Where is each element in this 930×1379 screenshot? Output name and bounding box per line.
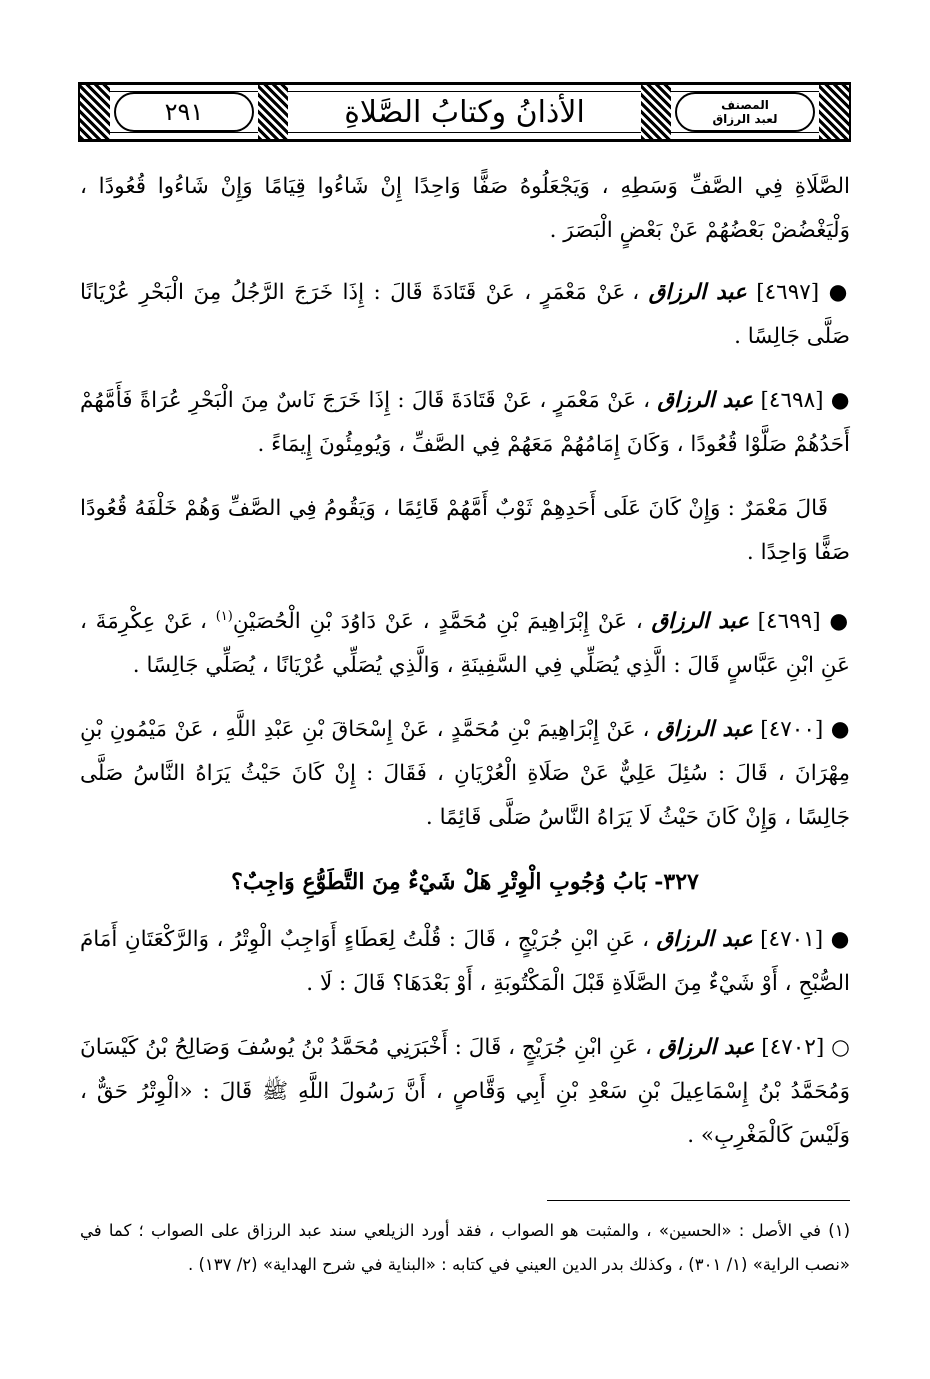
hadith-4697: ● [٤٦٩٧] عبد الرزاق ، عَنْ مَعْمَرٍ ، عَنْ قَتَادَةَ قَالَ : إِذَا خَرَجَ الرَّجُلُ مِنَ الْبَحْرِ عُرْيَانًا صَلَّى جَالِسًا .: [80, 280, 850, 349]
logo-line2: لعبد الرزاق: [712, 112, 778, 126]
main-text: [80, 165, 850, 1178]
hadith-number: ٤٦٩٨: [768, 388, 816, 413]
page-number-box: [114, 92, 254, 132]
hadith-text: ، عَنْ إِبْرَاهِيمَ بْنِ مُحَمَّدٍ ، عَنْ دَاوُدَ بْنِ الْحُصَيْنِ: [232, 609, 643, 635]
chapter-heading: ٣٢٧- بَابُ وُجُوبِ الْوِتْرِ هَلْ شَيْءٌ مِنَ التَّطَوُّعِ وَاجِبٌ؟: [231, 869, 699, 896]
author-name: عبد الرزاق: [656, 717, 753, 743]
author-name: عبد الرزاق: [651, 609, 749, 635]
author-name: عبد الرزاق: [656, 927, 753, 953]
footnote-marker[interactable]: (١): [215, 609, 233, 624]
paragraph-continuation: الصَّلَاةِ فِي الصَّفِّ وَسَطِهِ ، وَيَجْعَلُوهُ صَفًّا وَاحِدًا إِنْ شَاءُوا قِيَامًا وَإِنْ شَاءُوا قُعُودًا ، وَلْيَغْضُضْ بَعْضُهُمْ عَنْ بَعْضٍ الْبَصَرَ .: [80, 174, 850, 243]
bullet-open: ○: [831, 1035, 850, 1061]
hadith-4698: ● [٤٦٩٨] عبد الرزاق ، عَنْ مَعْمَرٍ ، عَنْ قَتَادَةَ قَالَ : إِذَا خَرَجَ نَاسٌ مِنَ الْبَحْرِ عُرَاةً فَأَمَّهُمْ أَحَدُهُمْ صَلَّوْا قُعُودًا ، وَكَانَ إِمَامُهُمْ مَعَهُمْ فِي الصَّفِّ ، وَيُومِئُونَ إِيمَاءً .: [80, 388, 850, 457]
ornament-mid-left: [258, 85, 288, 139]
hadith-number: ٤٧٠٠: [768, 717, 815, 743]
author-name: عبد الرزاق: [658, 1035, 755, 1061]
bullet-filled: ●: [829, 609, 851, 635]
hadith-text: ، عَنْ مَعْمَرٍ ، عَنْ قَتَادَةَ قَالَ : إِذَا خَرَجَ الرَّجُلُ مِنَ الْبَحْرِ عُرْيَانًا صَلَّى جَالِسًا .: [80, 280, 850, 349]
hadith-text: ، عَنْ عِكْرِمَةَ ، عَنِ ابْنِ عَبَّاسٍ قَالَ : الَّذِي يُصَلِّي فِي السَّفِينَةِ ، وَالَّذِي يُصَلِّي عُرْيَانًا ، يُصَلِّي جَالِسًا .: [80, 609, 850, 679]
ornament-mid-right: [641, 85, 671, 139]
hadith-text: ، عَنْ إِبْرَاهِيمَ بْنِ مُحَمَّدٍ ، عَنْ إِسْحَاقَ بْنِ عَبْدِ اللَّهِ ، عَنْ مَيْمُونِ بْنِ مِهْرَانَ ، قَالَ : سُئِلَ عَلِيٌّ عَنْ صَلَاةِ الْعُرْيَانِ ، فَقَالَ : إِنْ كَانَ حَيْثُ يَرَاهُ النَّاسُ صَلَّى جَالِسًا ، وَإِنْ كَانَ حَيْثُ لَا يَرَاهُ النَّاسُ صَلَّى قَائِمًا .: [80, 717, 850, 831]
hadith-number: ٤٧٠٢: [769, 1035, 816, 1061]
bullet-filled: ●: [830, 717, 850, 743]
page-header: [78, 82, 851, 142]
logo-line1: المصنف: [721, 98, 769, 112]
book-logo: [675, 92, 815, 132]
hadith-4699: ● [٤٦٩٩] عبد الرزاق ، عَنْ إِبْرَاهِيمَ بْنِ مُحَمَّدٍ ، عَنْ دَاوُدَ بْنِ الْحُصَيْنِ$^{(١)}$ ، عَنْ عِكْرِمَةَ ، عَنِ ابْنِ عَبَّاسٍ قَالَ : الَّذِي يُصَلِّي فِي السَّفِينَةِ ، وَالَّذِي يُصَلِّي عُرْيَانًا ، يُصَلِّي جَالِسًا .: [80, 609, 851, 679]
author-name: عبد الرزاق: [657, 388, 754, 413]
hadith-text: ، عَنِ ابْنِ جُرَيْجٍ ، قَالَ : أَخْبَرَنِي مُحَمَّدُ بْنُ يُوسُفَ وَصَالِحُ بْنُ كَيْسَانَ وَمُحَمَّدُ بْنُ إِسْمَاعِيلَ بْنِ سَعْدِ بْنِ أَبِي وَقَّاصٍ ، أَنَّ رَسُولَ اللَّهِ ﷺ قَالَ : «الْوِتْرُ حَقٌّ ، وَلَيْسَ كَالْمَغْرِبِ» .: [80, 1035, 850, 1149]
bullet-filled: ●: [828, 280, 850, 305]
hadith-text: ، عَنْ مَعْمَرٍ ، عَنْ قَتَادَةَ قَالَ : إِذَا خَرَجَ نَاسٌ مِنَ الْبَحْرِ عُرَاةً فَأَمَّهُمْ أَحَدُهُمْ صَلَّوْا قُعُودًا ، وَكَانَ إِمَامُهُمْ مَعَهُمْ فِي الصَّفِّ ، وَيُومِئُونَ إِيمَاءً .: [80, 388, 850, 457]
hadith-text: ، عَنِ ابْنِ جُرَيْجٍ ، قَالَ : قُلْتُ لِعَطَاءٍ أَوَاجِبٌ الْوِتْرُ ، وَالرَّكْعَتَانِ أَمَامَ الصُّبْحِ ، أَوْ شَيْءٌ مِنَ الصَّلَاةِ قَبْلَ الْمَكْتُوبَةِ ، أَوْ بَعْدَهَا؟ قَالَ : لَا .: [80, 927, 850, 997]
footnote: (١) في الأصل : «الحسين» ، والمثبت هو الصواب ، فقد أورد الزيلعي سند عبد الرزاق على الصواب ؛ كما في «نصب الراية» (١/ ٣٠١) ، وكذلك بدر الدين العيني في كتابه : «البناية في شرح الهداية» (٢/ ١٣٧) .: [80, 1221, 850, 1274]
hadith-4700: ● [٤٧٠٠] عبد الرزاق ، عَنْ إِبْرَاهِيمَ بْنِ مُحَمَّدٍ ، عَنْ إِسْحَاقَ بْنِ عَبْدِ اللَّهِ ، عَنْ مَيْمُونِ بْنِ مِهْرَانَ ، قَالَ : سُئِلَ عَلِيٌّ عَنْ صَلَاةِ الْعُرْيَانِ ، فَقَالَ : إِنْ كَانَ حَيْثُ يَرَاهُ النَّاسُ صَلَّى جَالِسًا ، وَإِنْ كَانَ حَيْثُ لَا يَرَاهُ النَّاسُ صَلَّى قَائِمًا .: [80, 717, 850, 831]
mamar-note: قَالَ مَعْمَرٌ : وَإِنْ كَانَ عَلَى أَحَدِهِمْ ثَوْبٌ أَمَّهُمْ قَائِمًا ، وَيَقُومُ فِي الصَّفِّ وَهُمْ خَلْفَهُ قُعُودًا صَفًّا وَاحِدًا .: [80, 496, 850, 565]
hadith-number: ٤٦٩٩: [766, 609, 813, 635]
page-number: ٢٩١: [164, 98, 204, 126]
bullet-filled: ●: [830, 927, 850, 953]
ornament-right: [819, 85, 849, 139]
author-name: عبد الرزاق: [648, 280, 747, 305]
hadith-4701: ● [٤٧٠١] عبد الرزاق ، عَنِ ابْنِ جُرَيْجٍ ، قَالَ : قُلْتُ لِعَطَاءٍ أَوَاجِبٌ الْوِتْرُ ، وَالرَّكْعَتَانِ أَمَامَ الصُّبْحِ ، أَوْ شَيْءٌ مِنَ الصَّلَاةِ قَبْلَ الْمَكْتُوبَةِ ، أَوْ بَعْدَهَا؟ قَالَ : لَا .: [80, 927, 850, 997]
hadith-4702: ○ [٤٧٠٢] عبد الرزاق ، عَنِ ابْنِ جُرَيْجٍ ، قَالَ : أَخْبَرَنِي مُحَمَّدُ بْنُ يُوسُفَ وَصَالِحُ بْنُ كَيْسَانَ وَمُحَمَّدُ بْنُ إِسْمَاعِيلَ بْنِ سَعْدِ بْنِ أَبِي وَقَّاصٍ ، أَنَّ رَسُولَ اللَّهِ ﷺ قَالَ : «الْوِتْرُ حَقٌّ ، وَلَيْسَ كَالْمَغْرِبِ» .: [80, 1035, 850, 1149]
hadith-number: ٤٧٠١: [768, 927, 815, 953]
ornament-left: [80, 85, 110, 139]
running-title: الأذانُ وكتابُ الصَّلاةِ: [344, 94, 585, 130]
bullet-filled: ●: [830, 388, 850, 413]
hadith-number: ٤٦٩٧: [764, 280, 811, 305]
footnote-divider: [547, 1200, 850, 1201]
